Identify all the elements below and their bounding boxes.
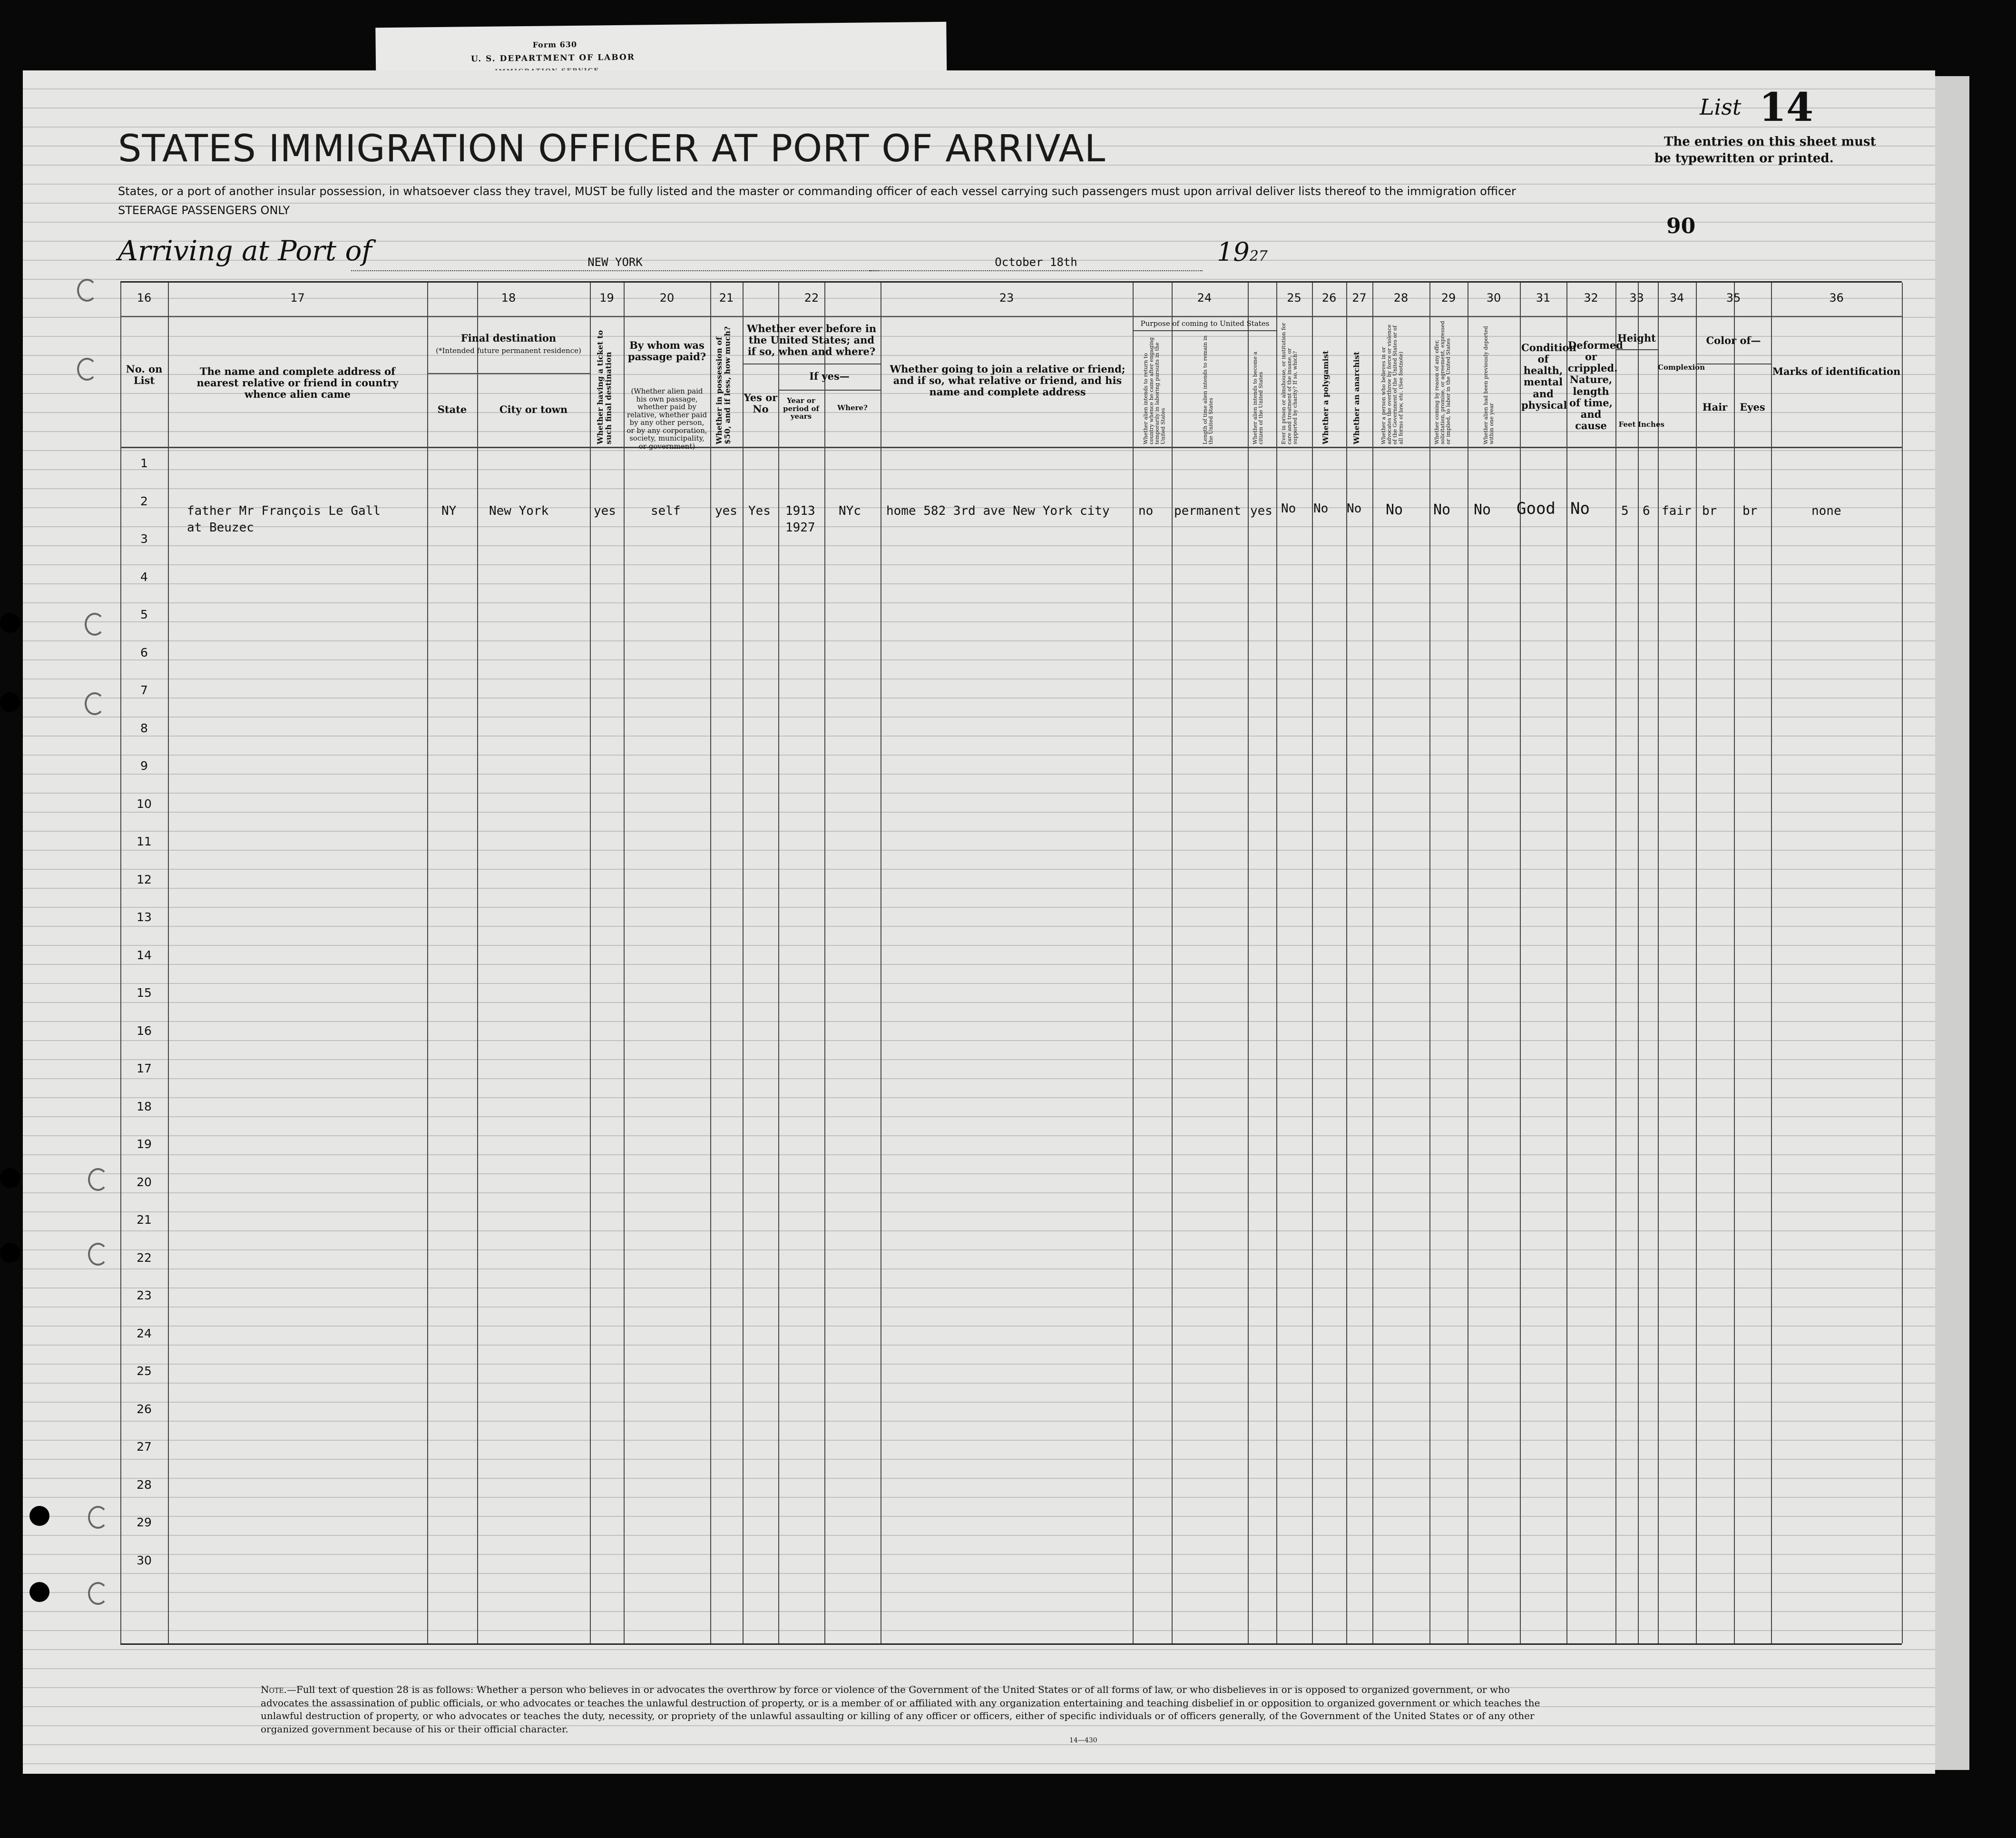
col-number: 18	[501, 291, 516, 305]
polygamist-value: No	[1313, 501, 1329, 516]
row-number: 29	[137, 1515, 152, 1529]
binder-hole	[0, 1243, 20, 1263]
col-number: 29	[1441, 291, 1456, 305]
passage-value: self	[651, 504, 681, 518]
binder-hole	[29, 1582, 49, 1602]
header-ticket: Whether having a ticket to such final destination	[596, 330, 613, 444]
row-number: 27	[137, 1440, 152, 1454]
col-number: 20	[659, 291, 675, 305]
header-yes-no: Yes or No	[744, 392, 778, 415]
col-number: 36	[1829, 291, 1844, 305]
years-value: 1927	[785, 521, 815, 535]
year-prefix: 19	[1217, 237, 1250, 267]
row-number: 14	[137, 948, 152, 962]
header-inches: Inches	[1638, 420, 1664, 429]
row-number: 13	[137, 910, 152, 924]
header-anarchist: Whether an anarchist	[1352, 351, 1361, 444]
header-purpose: Purpose of coming to United States	[1140, 319, 1270, 328]
row-number: 24	[137, 1326, 152, 1340]
where-value: NYc	[839, 504, 861, 518]
row-number: 5	[140, 608, 148, 621]
complexion-value: fair	[1662, 504, 1692, 518]
anarchist-value: No	[1347, 501, 1362, 516]
row-number: 18	[137, 1099, 152, 1113]
header-city: City or town	[499, 403, 568, 415]
health-value: Good	[1517, 499, 1556, 518]
header-final-destination: Final destination	[460, 332, 557, 344]
footnote-caption: Note.	[261, 1684, 287, 1695]
list-number: 14	[1759, 85, 1814, 130]
form-code: 14—430	[1069, 1737, 1097, 1744]
header-color-of: Color of—	[1706, 334, 1761, 346]
row-number: 25	[137, 1364, 152, 1378]
header-purpose-b: Length of time alien intends to remain in the United States	[1202, 335, 1214, 444]
col-number: 16	[137, 291, 152, 305]
col-number: 32	[1584, 291, 1598, 305]
binder-ring	[88, 1243, 108, 1266]
row-number: 11	[137, 835, 152, 848]
relative-line-2: at Beuzec	[187, 521, 254, 535]
col-number: 19	[599, 291, 614, 305]
binder-ring	[88, 1582, 108, 1605]
row-number: 20	[137, 1175, 152, 1189]
row-number: 8	[140, 721, 148, 735]
row-number: 21	[137, 1213, 152, 1227]
header-eyes: Eyes	[1740, 401, 1765, 413]
footnote-text: —Full text of question 28 is as follows: Whether a person who believes in or advocates the overthrow by force or violence of the Government of the United States or of all forms of law, or who disbelieves in or is opposed to organized government, or who advocates the assassination of public officials, or who advocates or teaches the unlawful destruction of property, or is a member of or affiliated with any organization entertaining and teaching disbelief in or opposition to organized government or which teaches the unlawful destruction of property, or who advocates or teaches the duty, necessity, or propriety of the unlawful assaulting or killing of any officer or officers, either of specific individuals or of officers generally, of the Government of the United States or of any other organized government because of his or their official character.	[261, 1684, 1540, 1735]
row-number: 19	[137, 1137, 152, 1151]
year-field	[1217, 237, 1268, 267]
department-name: U. S. DEPARTMENT OF LABOR	[470, 52, 636, 64]
q30-value: No	[1474, 501, 1491, 518]
sheet-number: 90	[1666, 214, 1696, 238]
binder-hole	[0, 692, 20, 712]
hair-value: br	[1702, 504, 1717, 518]
list-label: List	[1700, 94, 1742, 120]
binder-ring	[85, 613, 105, 636]
footnote	[261, 1683, 1545, 1736]
money-value: yes	[715, 504, 737, 518]
header-marks: Marks of identification	[1772, 365, 1901, 377]
header-relative: The name and complete address of nearest relative or friend in country whence alien came	[196, 365, 399, 401]
page-title: STATES IMMIGRATION OFFICER AT PORT OF ARRIVAL	[118, 128, 1106, 170]
header-hair: Hair	[1702, 401, 1728, 413]
years-value: 1913	[785, 504, 815, 518]
col-number: 34	[1669, 291, 1684, 305]
header-height: Height	[1617, 332, 1656, 344]
header-passage: By whom was passage paid?	[627, 339, 706, 363]
header-where: Where?	[837, 403, 868, 412]
feet-value: 5	[1621, 504, 1629, 518]
row-number: 26	[137, 1402, 152, 1416]
q28-value: No	[1386, 501, 1403, 518]
date-field: October 18th	[870, 251, 1203, 271]
row-number: 17	[137, 1062, 152, 1075]
binder-hole	[29, 1506, 49, 1526]
row-number: 12	[137, 872, 152, 886]
header-money: Whether in possession of $50, and if less, how much?	[714, 326, 732, 444]
binder-ring	[88, 1168, 108, 1191]
row-number: 3	[140, 532, 148, 546]
col-number: 21	[719, 291, 734, 305]
binder-hole	[0, 1168, 20, 1188]
deformed-value: No	[1570, 499, 1590, 518]
length-value: permanent	[1174, 504, 1241, 518]
binder-hole	[0, 613, 20, 633]
col-number: 27	[1352, 291, 1367, 305]
binder-ring	[77, 279, 97, 302]
joining-value: home 582 3rd ave New York city	[886, 504, 1110, 518]
row-number: 23	[137, 1288, 152, 1302]
binder-ring	[77, 358, 97, 381]
before-value: Yes	[748, 504, 771, 518]
citizen-value: yes	[1250, 504, 1272, 518]
binder-ring	[85, 692, 105, 715]
row-number: 7	[140, 683, 148, 697]
row-number: 6	[140, 645, 148, 659]
row-number: 2	[140, 494, 148, 508]
header-passage-note: (Whether alien paid his own passage, whether paid by relative, whether paid by any other person, or by any corporation, society, municipality, or government)	[626, 387, 707, 451]
return-value: no	[1138, 504, 1154, 518]
col-number: 28	[1393, 291, 1409, 305]
row-number: 16	[137, 1023, 152, 1038]
col-number: 22	[804, 291, 819, 305]
manifest-table	[120, 281, 1902, 1645]
header-q28: Whether a person who believes in or advocates the overthrow by force or violence of the Government of the United States or of all forms of law, etc. (See footnote)	[1380, 324, 1404, 444]
eyes-value: br	[1742, 504, 1758, 518]
col-number: 23	[999, 291, 1014, 305]
header-state: State	[437, 403, 467, 415]
col-number: 26	[1321, 291, 1337, 305]
col-number: 30	[1486, 291, 1501, 305]
header-final-destination-note: (*Intended future permanent residence)	[436, 346, 581, 355]
row-number: 10	[137, 796, 152, 811]
marks-value: none	[1811, 504, 1841, 518]
row-number: 30	[137, 1553, 152, 1567]
manifest-sheet	[23, 70, 1935, 1774]
row-number: 15	[137, 986, 152, 1000]
col-number: 17	[290, 291, 305, 305]
q29-value: No	[1433, 501, 1451, 518]
header-years: Year or period of years	[783, 396, 819, 421]
col-number: 35	[1726, 291, 1741, 305]
header-if-yes: If yes—	[809, 370, 850, 382]
header-complexion: Complexion	[1658, 363, 1705, 372]
prison-value: No	[1281, 501, 1296, 516]
header-q30: Whether alien had been previously deported within one year	[1483, 326, 1495, 444]
header-health: Condition of health, mental and physical	[1521, 342, 1576, 411]
col-number: 24	[1197, 291, 1212, 305]
header-purpose-a: Whether alien intends to return to country whence he came after engaging temporarily in laboring pursuits in the United States	[1143, 337, 1166, 444]
city-value: New York	[489, 504, 549, 518]
row-number: 28	[137, 1477, 152, 1492]
col-number: 33	[1629, 291, 1644, 305]
arriving-label: Arriving at Port of	[118, 235, 372, 267]
year-suffix: 27	[1249, 248, 1268, 265]
header-before: Whether ever before in the United States; and if so, when and where?	[746, 323, 877, 358]
inches-value: 6	[1643, 504, 1650, 518]
col-number: 25	[1287, 291, 1302, 305]
binder-ring	[88, 1506, 108, 1529]
state-value: NY	[441, 504, 457, 518]
list-note: be typewritten or printed.	[1654, 151, 1834, 166]
row-number: 9	[140, 759, 148, 773]
list-note: The entries on this sheet must	[1664, 135, 1876, 149]
col-number: 31	[1536, 291, 1551, 305]
header-feet: Feet	[1618, 420, 1636, 429]
row-number: 22	[137, 1250, 152, 1265]
header-no-on-list: No. on List	[126, 363, 163, 387]
header-deformed: Deformed or crippled. Nature, length of time, and cause	[1568, 339, 1623, 432]
passenger-class: STEERAGE PASSENGERS ONLY	[118, 204, 290, 217]
header-q29: Whether coming by reason of any offer, solicitation, promise, or agreement, expressed or implied, to labor in the United States	[1434, 321, 1452, 444]
header-prison: Ever in prison or almshouse, or institution for care and treatment of the insane, or supported by charity? If so, which?	[1281, 323, 1299, 444]
header-polygamist: Whether a polygamist	[1321, 350, 1330, 444]
header-purpose-c: Whether alien intends to become a citizen of the United States	[1252, 351, 1264, 444]
ticket-value: yes	[594, 504, 616, 518]
form-number: Form 630	[532, 39, 577, 49]
row-number: 1	[140, 456, 148, 470]
row-number: 4	[140, 570, 148, 584]
header-joining: Whether going to join a relative or friend; and if so, what relative or friend, and his name and complete address	[890, 363, 1125, 398]
instructions-text: States, or a port of another insular possession, in whatsoever class they travel, MUST be fully listed and the master or commanding officer of each vessel carrying such passengers must upon arrival deliver lists thereof to the immigration officer	[118, 185, 1516, 198]
relative-line-1: father Mr François Le Gall	[187, 504, 381, 518]
port-field: NEW YORK	[351, 251, 879, 271]
